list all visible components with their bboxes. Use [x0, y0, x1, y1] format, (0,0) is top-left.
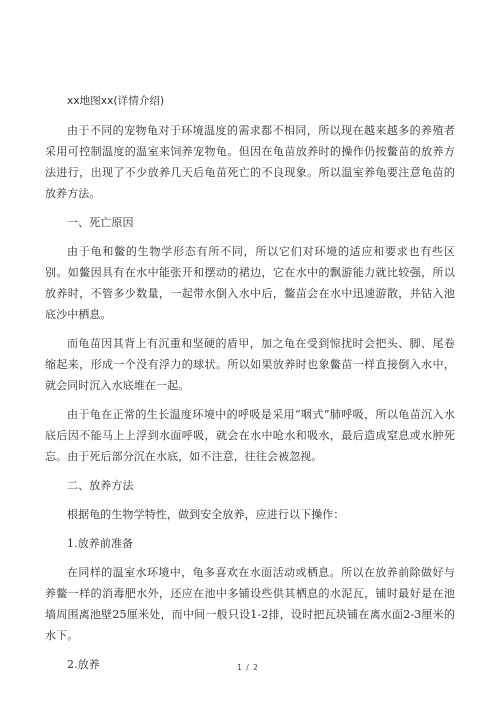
paragraph-turtle-vs-softshell: 由于龟和鳖的生物学形态有所不同，所以它们对环境的适应和要求也有些区别。如鳖因具有在水中能张开和摆动的裙边，它在水中的飘游能力就比较强，所以放养时，不管多少数量，一起带水倒入水中后，鳖苗会在水中迅速游散，并钻入池底沙中栖息。 — [45, 245, 455, 321]
subheading-stocking: 2.放养 — [67, 658, 100, 671]
document-body — [45, 91, 455, 675]
paragraph-breathing: 由于龟在正常的生长温度环境中的呼吸是采用“咽式”肺呼吸，所以龟苗沉入水底后因不能马上上浮到水面呼吸，就会在水中呛水和吸水，最后造成窒息或水肿死忘。由于死后部分沉在水底，如不注意，往往会被忽视。 — [45, 408, 455, 463]
document-title: xx地图xx(详情介绍) — [67, 95, 165, 107]
section-heading-death-causes: 一、死亡原因 — [67, 216, 134, 229]
paragraph-intro: 由于不同的宠物龟对于环境温度的需求都不相同，所以现在越来越多的养殖者采用可控制温度的温室来饲养宠物龟。但因在龟苗放养时的操作仍按鳖苗的放养方法进行，出现了不少放养几天后龟苗死亡的不良现象。所以温室养龟要注意龟苗的放养方法。 — [45, 124, 455, 200]
section-heading-stocking-method: 二、放养方法 — [67, 479, 134, 492]
paragraph-safe-stocking: 根据龟的生物学特性，做到安全放养，应进行以下操作： — [67, 508, 345, 521]
paragraph-preparation: 在同样的温室水环境中，龟多喜欢在水面活动或栖息。所以在放养前除做好与养鳖一样的消毒肥水外，还应在池中多铺设些供其栖息的水泥瓦，铺时最好是在池墙周围离池壁25厘米处，而中间一般只设1-2排，设时把瓦块铺在离水面2-3厘米的水下。 — [45, 566, 455, 642]
subheading-preparation: 1.放养前准备 — [67, 537, 134, 550]
paragraph-hatchling-shell: 而龟苗因其背上有沉重和坚硬的盾甲，加之龟在受到惊扰时会把头、脚、尾卷缩起来，形成一个没有浮力的球状。所以如果放养时也象鳖苗一样直接倒入水中，就会同时沉入水底堆在一起。 — [45, 337, 455, 392]
page-number: 1 / 2 — [237, 663, 259, 672]
